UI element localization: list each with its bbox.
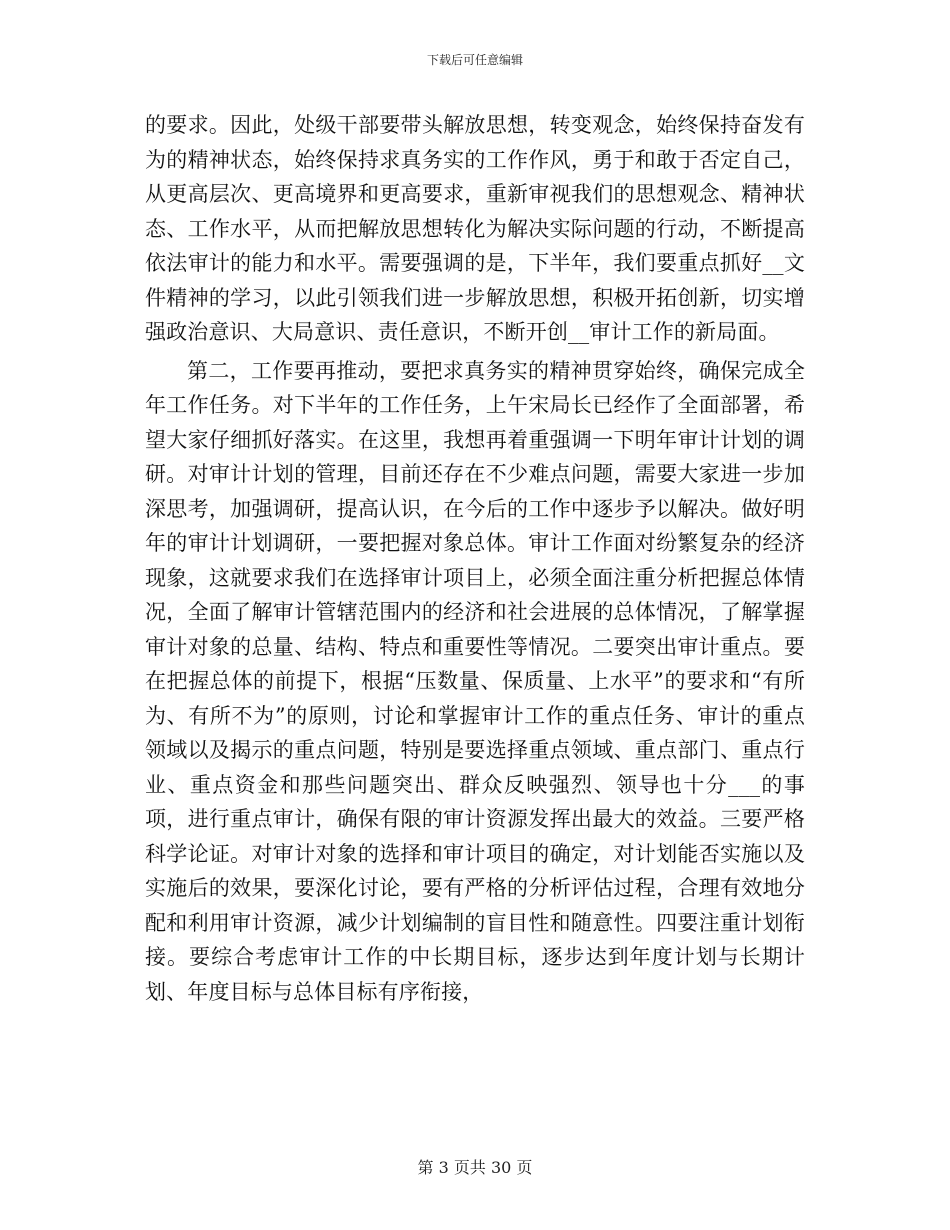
page-header: 下载后可任意编辑 [426, 53, 523, 67]
page-footer: 第 3 页共 30 页 [417, 1158, 533, 1177]
paragraph-1: 的要求。因此，处级干部要带头解放思想，转变观念，始终保持奋发有为的精神状态，始终保持求真务实的工作作风，勇于和敢于否定自己，从更高层次、更高境界和更高要求，重新审视我们的思想观念、精神状态、工作水平，从而把解放思想转化为解决实际问题的行动，不断提高依法审计的能力和水平。需要强调的是，下半年，我们要重点抓好__文件精神的学习，以此引领我们进一步解放思想，积极开拓创新，切实增强政治意识、大局意识、责任意识，不断开创__审计工作的新局面。 [145, 113, 805, 344]
document-body [145, 108, 805, 1009]
paragraph-2: 第二，工作要再推动，要把求真务实的精神贯穿始终，确保完成全年工作任务。对下半年的工作任务，上午宋局长已经作了全面部署，希望大家仔细抓好落实。在这里，我想再着重强调一下明年审计计划的调研。对审计计划的管理，目前还存在不少难点问题，需要大家进一步加深思考，加强调研，提高认识，在今后的工作中逐步予以解决。做好明年的审计计划调研，一要把握对象总体。审计工作面对纷繁复杂的经济现象，这就要求我们在选择审计项目上，必须全面注重分析把握总体情况，全面了解审计管辖范围内的经济和社会进展的总体情况，了解掌握审计对象的总量、结构、特点和重要性等情况。二要突出审计重点。要在把握总体的前提下，根据“压数量、保质量、上水平”的要求和“有所为、有所不为”的原则，讨论和掌握审计工作的重点任务、审计的重点领域以及揭示的重点问题，特别是要选择重点领域、重点部门、重点行业、重点资金和那些问题突出、群众反映强烈、领导也十分___的事项，进行重点审计，确保有限的审计资源发挥出最大的效益。三要严格科学论证。对审计对象的选择和审计项目的确定，对计划能否实施以及实施后的效果，要深化讨论，要有严格的分析评估过程，合理有效地分配和利用审计资源，减少计划编制的盲目性和随意性。四要注重计划衔接。要综合考虑审计工作的中长期目标，逐步达到年度计划与长期计划、年度目标与总体目标有序衔接， [145, 358, 805, 1004]
